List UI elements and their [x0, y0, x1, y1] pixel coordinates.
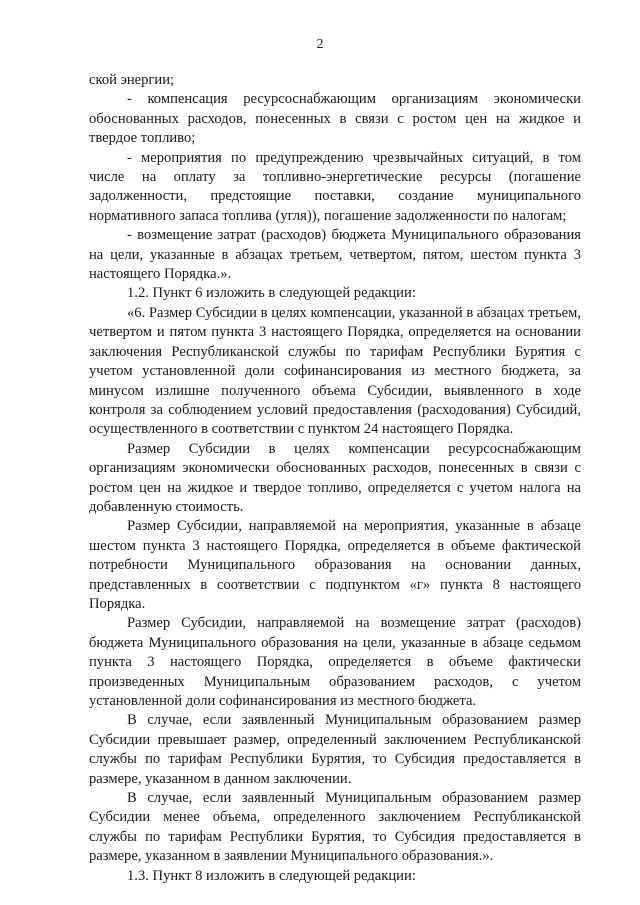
- list-item-budget-reimbursement: - возмещение затрат (расходов) бюджета Муниципального образования на цели, указанные в абзацах третьем, четвертом, пятом, шестом пункта 3 настоящего Порядка.».: [89, 227, 581, 283]
- paragraph-less-case: В случае, если заявленный Муниципальным образованием размер Субсидии менее объема, определенного заключением Республиканской службы по тарифам Республики Бурятия, то Субсидия предоставляется в размере, указанном в заявлении Муниципального образования.».: [89, 790, 581, 865]
- paragraph-seventh-abzac: Размер Субсидии, направляемой на возмещение затрат (расходов) бюджета Муниципального образования на цели, указанные в абзаце седьмом пункта 3 настоящего Порядка, определяется в объеме фактически произведенных Муниципальным образованием расходов, с учетом установленной доли софинансирования из местного бюджета.: [89, 615, 581, 709]
- paragraph-exceeds-case: В случае, если заявленный Муниципальным образованием размер Субсидии превышает размер, определенный заключением Республиканской службы по тарифам Республики Бурятия, то Субсидия предоставляется в размере, указанном в данном заключении.: [89, 712, 581, 787]
- clause-1-3-heading: 1.3. Пункт 8 изложить в следующей редакции:: [127, 867, 416, 884]
- list-item-compensation: - компенсация ресурсоснабжающим организациям экономически обоснованных расходов, понесенных в связи с ростом цен на жидкое и твердое топливо;: [89, 91, 581, 147]
- paragraph-point-6: «6. Размер Субсидии в целях компенсации, указанной в абзацах третьем, четвертом и пятом пункта 3 настоящего Порядка, определяется на основании заключения Республиканской службы по тарифам Республики Бурятия с учетом установленной доли софинансирования из местного бюджета, за минусом излишне полученного объема Субсидии, выявленного в ходе контроля за соблюдением условий предоставления (расходования) Субсидий, осуществленного в соответствии с пунктом 24 настоящего Порядка.: [89, 304, 581, 438]
- paragraph-vat: Размер Субсидии в целях компенсации ресурсоснабжающим организациям экономически обоснованных расходов, понесенных в связи с ростом цен на жидкое и твердое топливо, определяется с учетом налога на добавленную стоимость.: [89, 440, 581, 515]
- paragraph-continuation: ской энергии;: [89, 72, 175, 88]
- list-item-emergency-measures: - мероприятия по предупреждению чрезвычайных ситуаций, в том числе на оплату за топливно-энергетические ресурсы (погашение задолженности, предстоящие поставки, создание муниципального нормативного запаса топлива (угля)), погашение задолженности по налогам;: [89, 149, 581, 224]
- clause-1-2-heading: 1.2. Пункт 6 изложить в следующей редакции:: [127, 285, 416, 302]
- page-number: 2: [316, 37, 324, 52]
- paragraph-sixth-abzac: Размер Субсидии, направляемой на мероприятия, указанные в абзаце шестом пункта 3 настоящего Порядка, определяется в объеме фактической потребности Муниципального образования на основании данных, представленных в соответствии с подпунктом «г» пункта 8 настоящего Порядка.: [89, 518, 581, 612]
- document-body: [89, 71, 581, 886]
